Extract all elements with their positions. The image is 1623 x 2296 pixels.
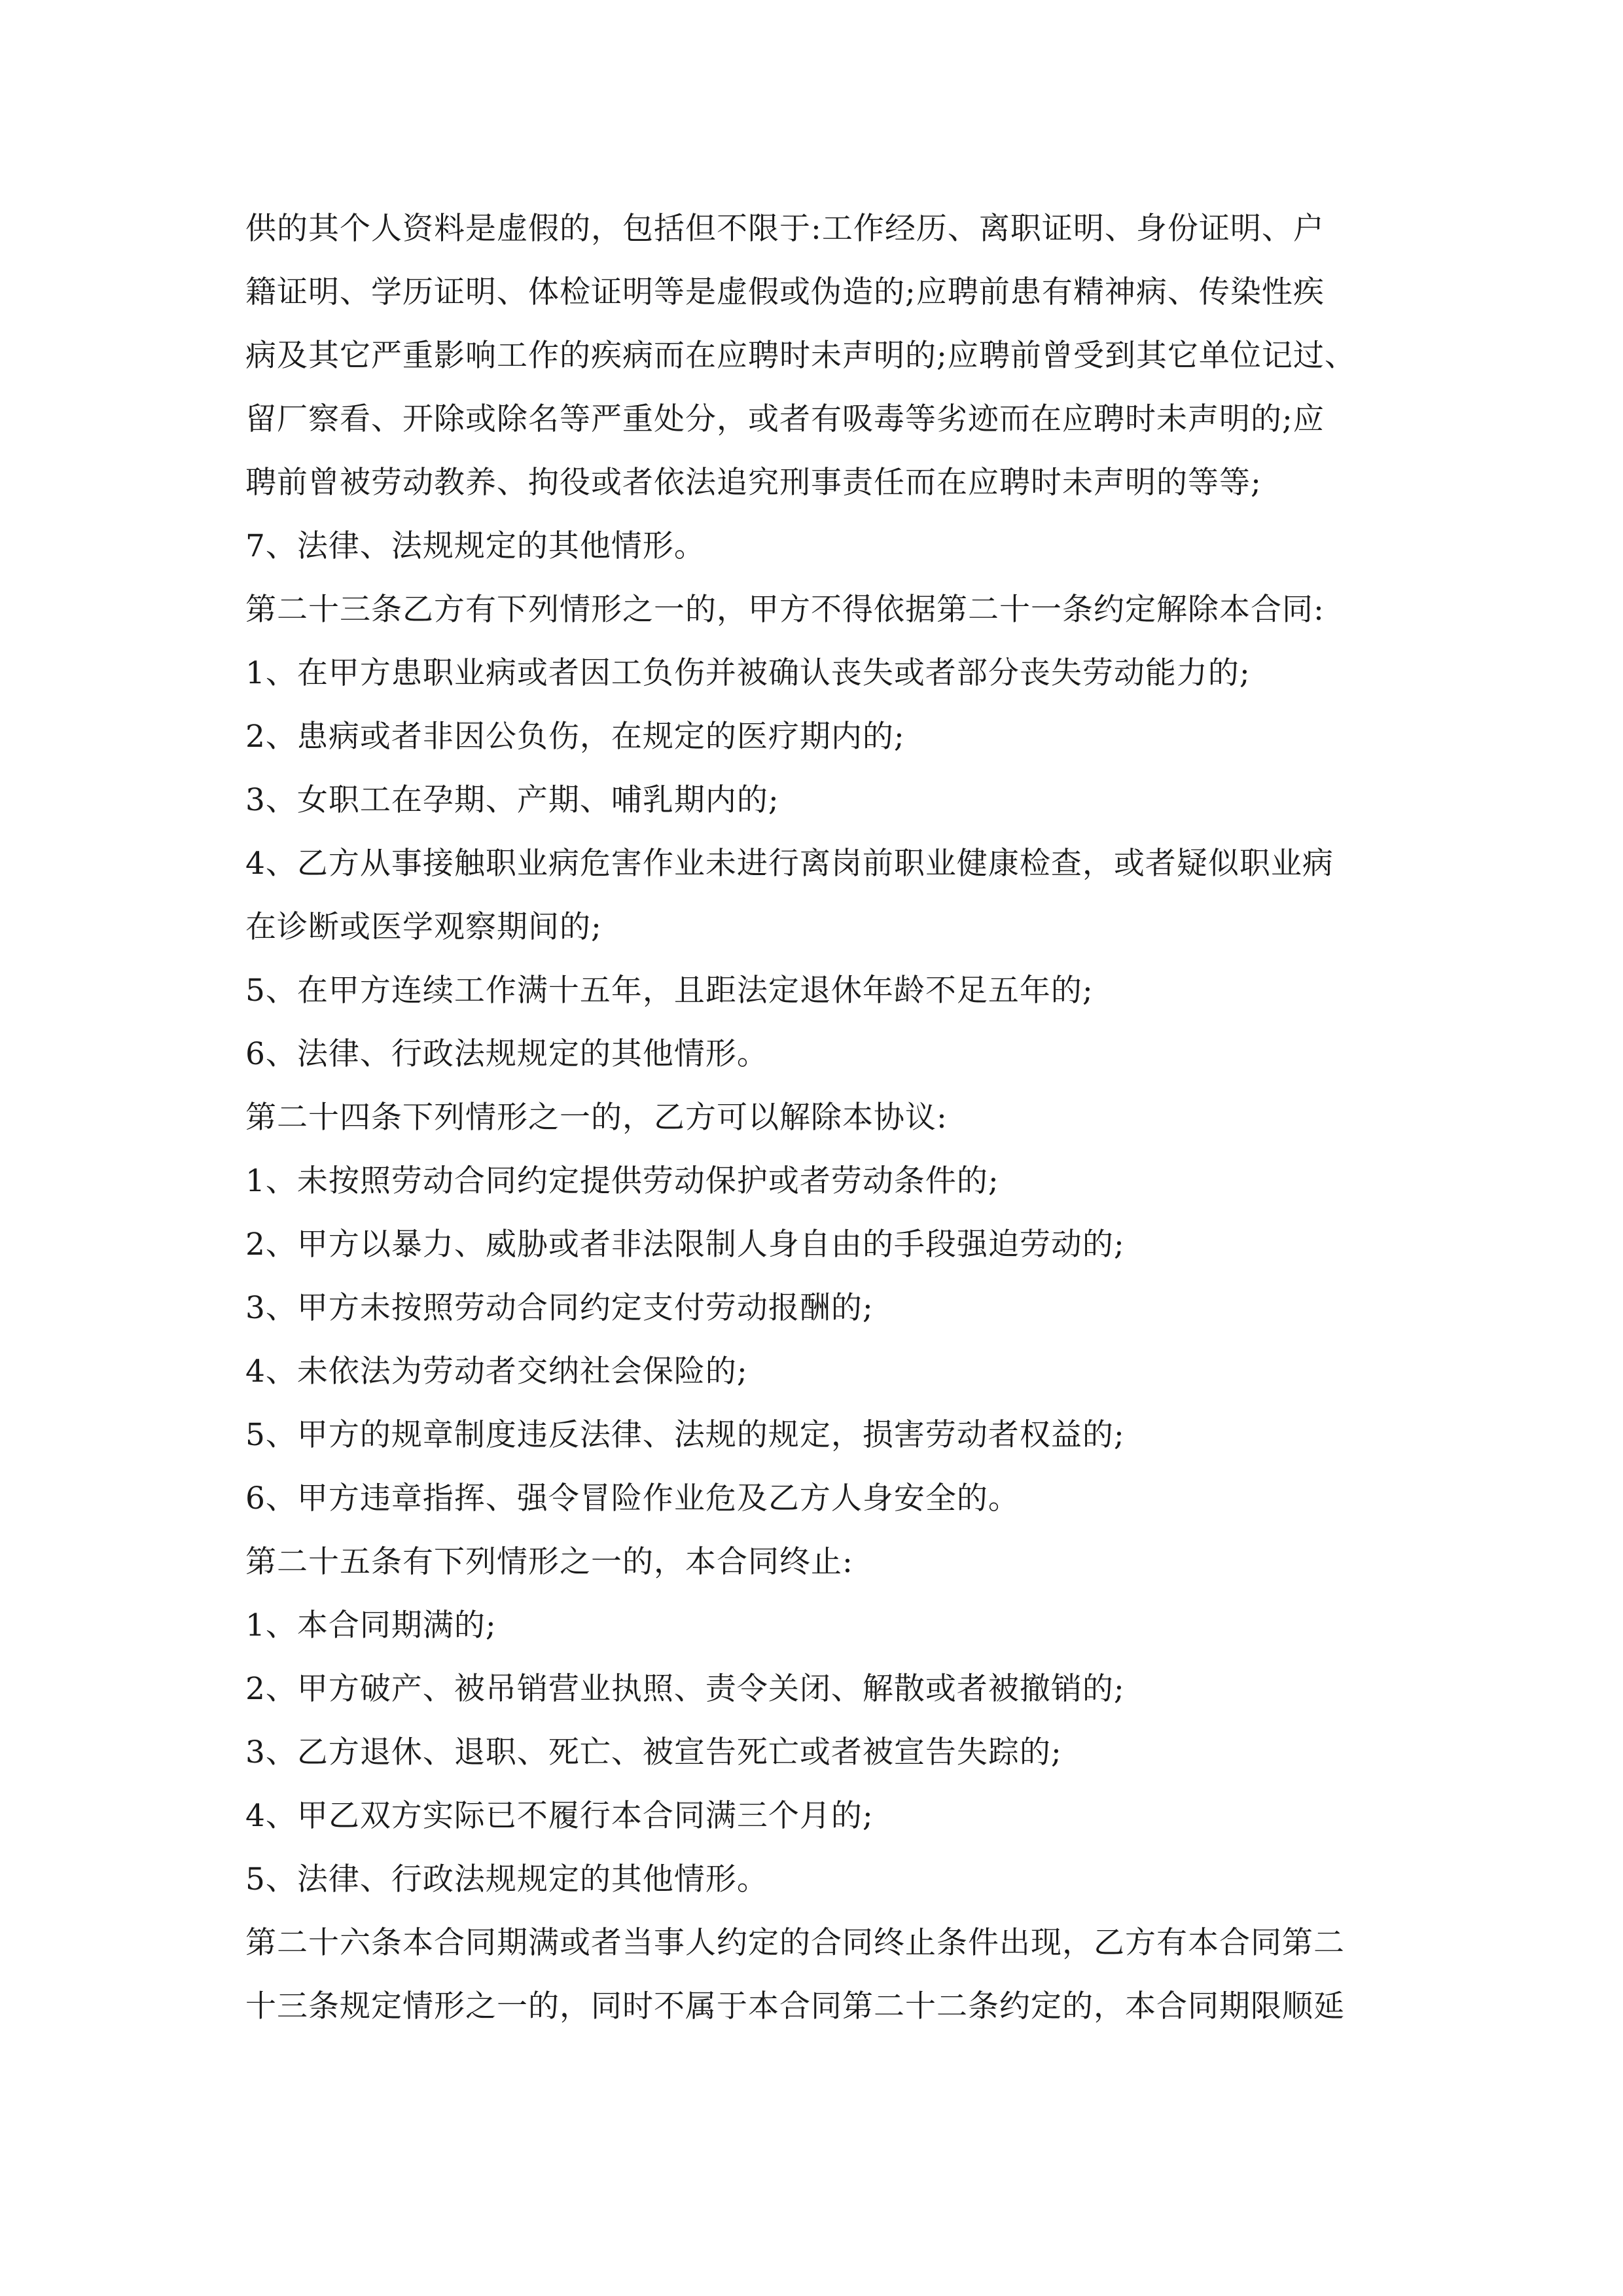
list-item: 1、本合同期满的; [245, 1607, 497, 1643]
list-item: 1、在甲方患职业病或者因工负伤并被确认丧失或者部分丧失劳动能力的; [245, 655, 1251, 691]
list-item: 3、乙方退休、退职、死亡、被宣告死亡或者被宣告失踪的; [245, 1734, 1062, 1770]
list-item: 3、甲方未按照劳动合同约定支付劳动报酬的; [245, 1290, 874, 1326]
contract-text-body [245, 197, 1384, 2038]
list-item: 2、患病或者非因公负伤，在规定的医疗期内的; [245, 719, 905, 755]
text-line: 籍证明、学历证明、体检证明等是虚假或伪造的;应聘前患有精神病、传染性疾 [245, 274, 1325, 310]
article-heading-25: 第二十五条有下列情形之一的，本合同终止: [245, 1544, 853, 1580]
list-item: 4、未依法为劳动者交纳社会保险的; [245, 1354, 748, 1390]
text-line: 供的其个人资料是虚假的，包括但不限于:工作经历、离职证明、身份证明、户 [245, 211, 1325, 247]
list-item: 2、甲方以暴力、威胁或者非法限制人身自由的手段强迫劳动的; [245, 1227, 1125, 1263]
list-item: 4、甲乙双方实际已不履行本合同满三个月的; [245, 1798, 874, 1834]
list-item: 7、法律、法规规定的其他情形。 [245, 528, 705, 564]
list-item: 5、在甲方连续工作满十五年，且距法定退休年龄不足五年的; [245, 973, 1094, 1009]
list-item: 1、未按照劳动合同约定提供劳动保护或者劳动条件的; [245, 1163, 999, 1199]
list-item: 6、法律、行政法规规定的其他情形。 [245, 1036, 768, 1072]
list-item: 4、乙方从事接触职业病危害作业未进行离岗前职业健康检查，或者疑似职业病 [245, 846, 1334, 882]
list-item: 5、甲方的规章制度违反法律、法规的规定，损害劳动者权益的; [245, 1417, 1125, 1453]
article-heading-26: 第二十六条本合同期满或者当事人约定的合同终止条件出现，乙方有本合同第二 [245, 1925, 1345, 1961]
article-heading-23: 第二十三条乙方有下列情形之一的，甲方不得依据第二十一条约定解除本合同: [245, 592, 1325, 628]
list-item: 6、甲方违章指挥、强令冒险作业危及乙方人身安全的。 [245, 1480, 1020, 1516]
list-item: 5、法律、行政法规规定的其他情形。 [245, 1861, 768, 1897]
text-line: 病及其它严重影响工作的疾病而在应聘时未声明的;应聘前曾受到其它单位记过、 [245, 338, 1356, 374]
text-line: 聘前曾被劳动教养、拘役或者依法追究刑事责任而在应聘时未声明的等等; [245, 465, 1262, 501]
text-line: 在诊断或医学观察期间的; [245, 909, 602, 945]
list-item: 3、女职工在孕期、产期、哺乳期内的; [245, 782, 779, 818]
text-line: 留厂察看、开除或除名等严重处分，或者有吸毒等劣迹而在应聘时未声明的;应 [245, 401, 1325, 437]
list-item: 2、甲方破产、被吊销营业执照、责令关闭、解散或者被撤销的; [245, 1671, 1125, 1707]
text-line: 十三条规定情形之一的，同时不属于本合同第二十二条约定的，本合同期限顺延 [245, 1988, 1345, 2024]
article-heading-24: 第二十四条下列情形之一的，乙方可以解除本协议: [245, 1100, 948, 1136]
